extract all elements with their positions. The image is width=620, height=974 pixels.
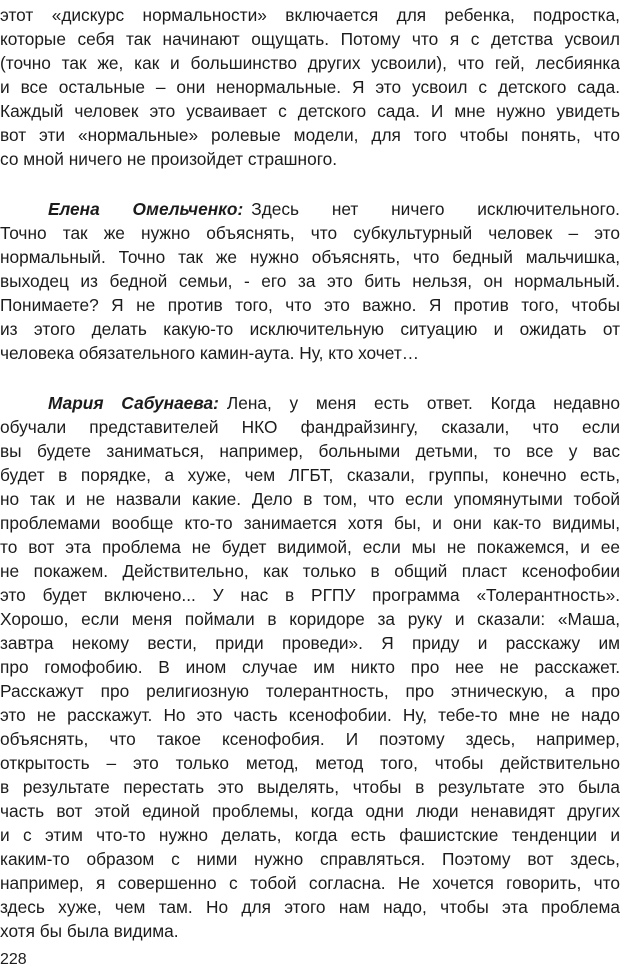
paragraph-3-line: будет в порядке, а хуже, чем ЛГБТ, сказали, группы, конечно есть, [0,465,620,485]
paragraph-1-line: со мной ничего не произойдет страшного. [0,149,338,169]
paragraph-3-line: про гомофобию. В ином случае им никто про нее не расскажет. [0,657,620,677]
paragraph-3-line: здесь хуже, чем там. Но для этого нам надо, чтобы эта проблема [0,897,620,917]
paragraph-3-line: не покажем. Действительно, как только в общий пласт ксенофобии [0,561,620,581]
paragraph-3-line: в результате перестать это выделять, чтобы в результате это была [0,777,620,797]
paragraph-3-line: часть вот этой единой проблемы, когда одни люди ненавидят других [0,801,620,821]
paragraph-2-line: нормальный. Точно так же нужно объяснять, что бедный мальчишка, [0,247,620,267]
speaker-name: Мария Сабунаева: [48,393,219,413]
paragraph-3-line: хотя бы была видима. [0,921,179,941]
paragraph-3-line: то вот эта проблема не будет видимой, если мы не покажемся, и ее [0,537,620,557]
paragraph-1-line: которые себя так начинают ощущать. Потому что я с детства усвоил [0,29,620,49]
paragraph-3-first-line [0,392,620,414]
paragraph-3-line: и с этим что-то нужно делать, когда есть фашистские тенденции и [0,825,620,845]
paragraph-3-line: Расскажут про религиозную толерантность, про этническую, а про [0,681,620,701]
paragraph-2-first-line [0,198,620,220]
paragraph-3-line: открытость – это только метод, метод того, чтобы действительно [0,753,620,773]
paragraph-3-line: Лена, у меня есть ответ. Когда недавно [226,393,620,413]
paragraph-3-line: завтра некому вести, приди проведи». Я приду и расскажу им [0,633,620,653]
paragraph-3-line: обучали представителей НКО фандрайзингу, сказали, что если [0,417,620,437]
paragraph-2-line: из этого делать какую-то исключительную ситуацию и ожидать от [0,319,620,339]
speaker-name: Елена Омельченко: [48,199,244,219]
paragraph-1-line: вот эти «нормальные» ролевые модели, для того чтобы понять, что [0,125,620,145]
paragraph-1-line: этот «дискурс нормальности» включается для ребенка, подростка, [0,5,620,25]
paragraph-1-line: (точно так же, как и большинство других усвоили), что гей, лесбиянка [0,53,620,73]
paragraph-1-line: Каждый человек это усваивает с детского сада. И мне нужно увидеть [0,101,620,121]
paragraph-3-line: проблемами вообще кто-то занимается хотя бы, и они как-то видимы, [0,513,620,533]
page-number: 228 [0,951,27,968]
paragraph-1-line: и все остальные – они ненормальные. Я это усвоил с детского сада. [0,77,620,97]
paragraph-2-line: выходец из бедной семьи, - его за это бить нельзя, он нормальный. [0,271,620,291]
paragraph-3-line: объяснять, что такое ксенофобия. И поэтому здесь, например, [0,729,620,749]
paragraph-3-line: это будет включено... У нас в РГПУ программа «Толерантность». [0,585,620,605]
paragraph-3-line: например, я совершенно с тобой согласна. Не хочется говорить, что [0,873,620,893]
paragraph-2-line: Точно так же нужно объяснять, что субкультурный человек – это [0,223,620,243]
paragraph-3-line: каким-то образом с ними нужно справляться. Поэтому вот здесь, [0,849,620,869]
paragraph-2-line: человека обязательного камин-аута. Ну, кто хочет… [0,343,420,363]
paragraph-2-line: Здесь нет ничего исключительного. [251,199,620,219]
paragraph-3-line: это не расскажут. Но это часть ксенофобии. Ну, тебе-то мне не надо [0,705,620,725]
paragraph-3-line: Хорошо, если меня поймали в коридоре за руку и сказали: «Маша, [0,609,620,629]
paragraph-3-line: но так и не назвали какие. Дело в том, что если упомянутыми тобой [0,489,620,509]
paragraph-3-line: вы будете заниматься, например, больными детьми, то все у вас [0,441,620,461]
paragraph-2-line: Понимаете? Я не против того, что это важно. Я против того, чтобы [0,295,620,315]
